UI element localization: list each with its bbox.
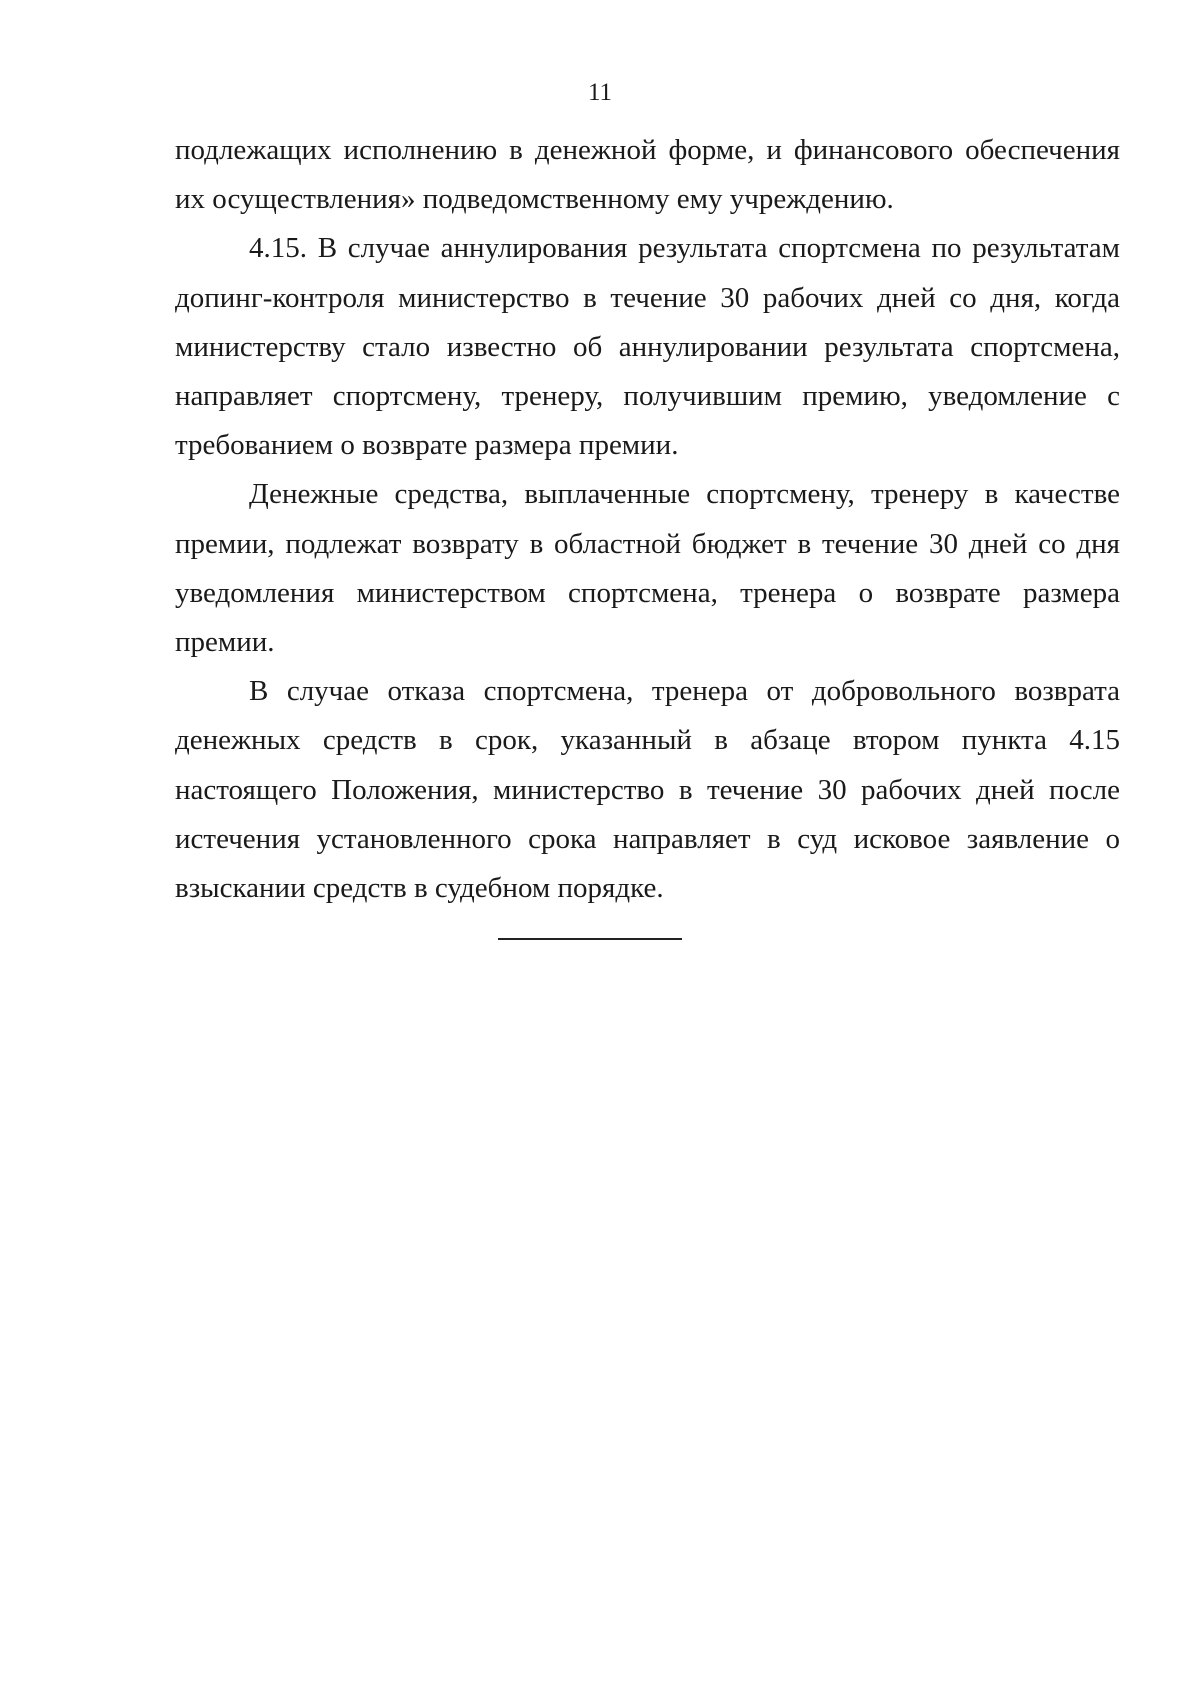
paragraph-court-claim: В случае отказа спортсмена, тренера от добровольного возврата денежных средств в срок, указанный в абзаце втором пункта 4.15 настоящего Положения, министерство в течение 30 рабочих дней после истечения установленного срока направляет в суд исковое заявление о взыскании средств в судебном порядке. [175, 675, 1120, 905]
paragraph-continuation: подлежащих исполнению в денежной форме, и финансового обеспечения их осуществления» подведомственному ему учреждению. [175, 134, 1120, 216]
page-number: 11 [587, 79, 613, 106]
paragraph-clause-4-15: 4.15. В случае аннулирования результата спортсмена по результатам допинг-контроля министерство в течение 30 рабочих дней со дня, когда министерству стало известно об аннулировании результата спортсмена, направляет спортсмену, тренеру, получившим премию, уведомление с требованием о возврате размера премии. [175, 232, 1120, 462]
document-body [175, 126, 1120, 913]
paragraph-refund-deadline: Денежные средства, выплаченные спортсмену, тренеру в качестве премии, подлежат возврату в областной бюджет в течение 30 дней со дня уведомления министерством спортсмена, тренера о возврате размера премии. [175, 478, 1120, 659]
end-of-document-rule [498, 938, 682, 940]
